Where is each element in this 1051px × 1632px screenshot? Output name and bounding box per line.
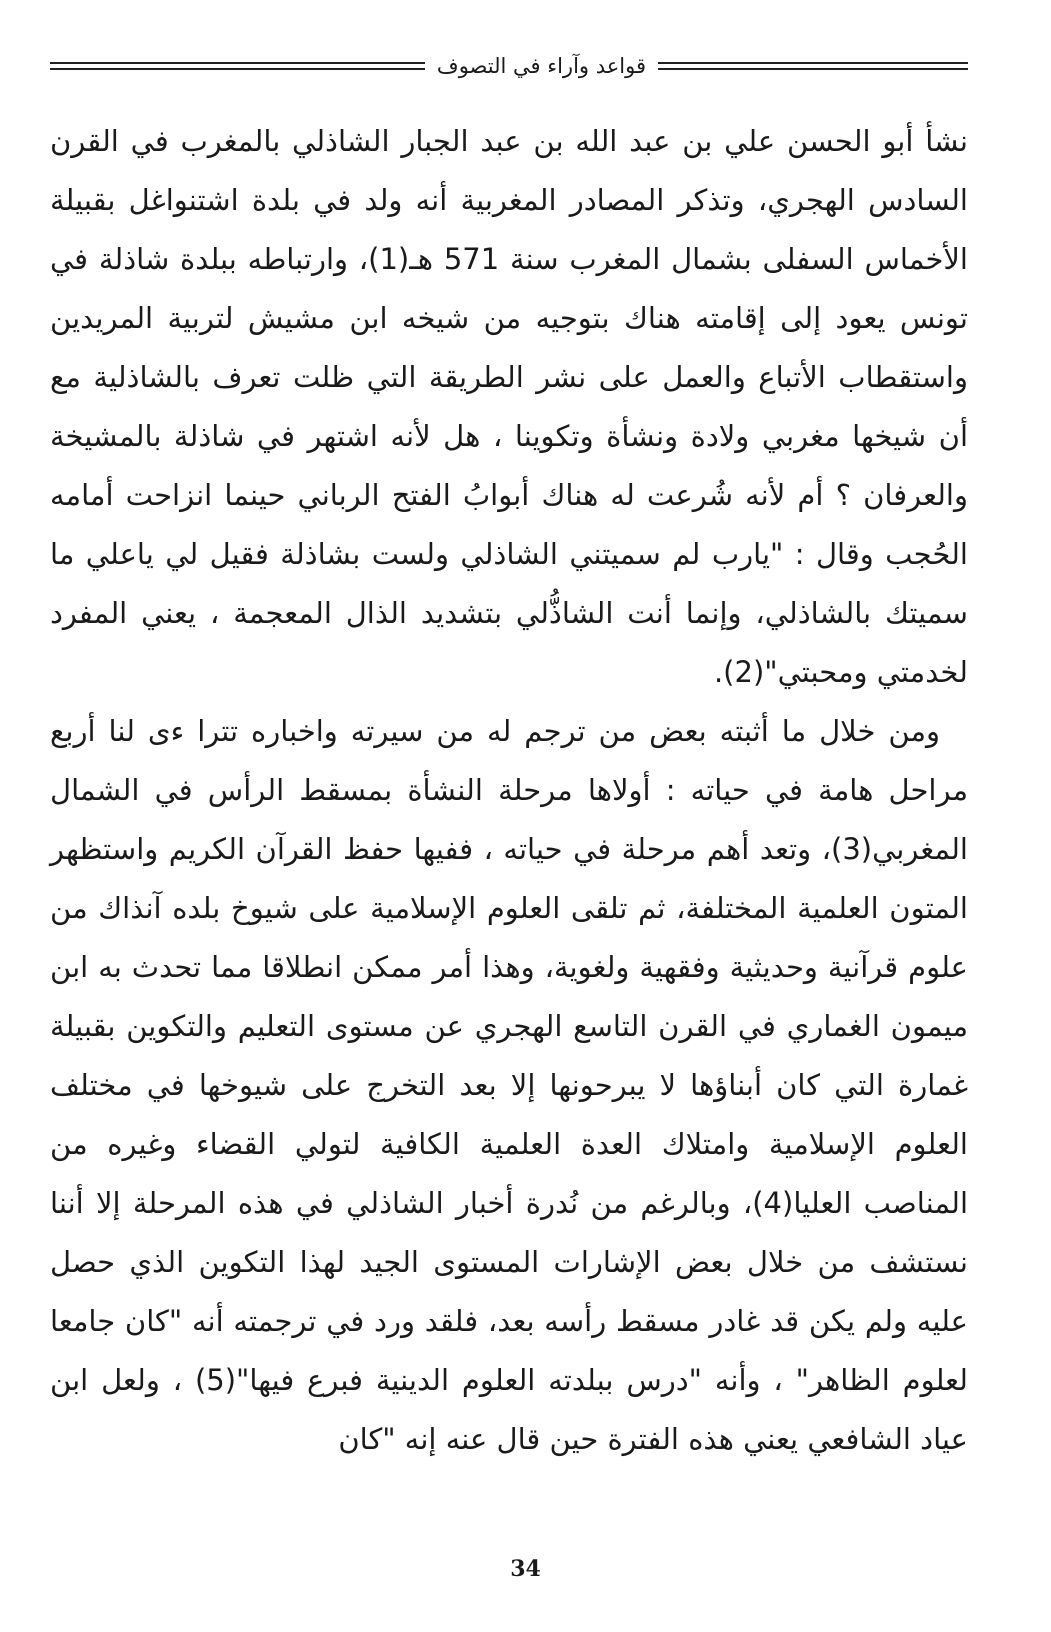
header-title: قواعد وآراء في التصوف: [436, 54, 646, 78]
page-number: 34: [510, 1556, 541, 1582]
paragraph-2: ومن خلال ما أثبته بعض من ترجم له من سيرته واخباره تترا ءى لنا أربع مراحل هامة في حياته : أولاها مرحلة النشأة بمسقط الرأس في الشمال المغربي(3)، وتعد أهم مرحلة في حياته ، ففيها حفظ القرآن الكريم واستظهر المتون العلمية المختلفة، ثم تلقى العلوم الإسلامية على شيوخ بلده آنذاك من علوم قرآنية وحديثية وفقهية ولغوية، وهذا أمر ممكن انطلاقا مما تحدث به ابن ميمون الغماري في القرن التاسع الهجري عن مستوى التعليم والتكوين بقبيلة غمارة التي كان أبناؤها لا يبرحونها إلا بعد التخرج على شيوخها في مختلف العلوم الإسلامية وامتلاك العدة العلمية الكافية لتولي القضاء وغيره من المناصب العليا(4)، وبالرغم من نُدرة أخبار الشاذلي في هذه المرحلة إلا أننا نستشف من خلال بعض الإشارات المستوى الجيد لهذا التكوين الذي حصل عليه ولم يكن قد غادر مسقط رأسه بعد، فلقد ورد في ترجمته أنه "كان جامعا لعلوم الظاهر" ، وأنه "درس ببلدته العلوم الدينية فبرع فيها"(5) ، ولعل ابن عياد الشافعي يعني هذه الفترة حين قال عنه إنه "كان: [50, 714, 968, 1456]
body-text: [50, 112, 968, 1469]
running-header: [50, 46, 968, 86]
paragraph-1: نشأ أبو الحسن علي بن عبد الله بن عبد الجبار الشاذلي بالمغرب في القرن السادس الهجري، وتذكر المصادر المغربية أنه ولد في بلدة اشتنواغل بقبيلة الأخماس السفلى بشمال المغرب سنة 571 هـ(1)، وارتباطه ببلدة شاذلة في تونس يعود إلى إقامته هناك بتوجيه من شيخه ابن مشيش لتربية المريدين واستقطاب الأتباع والعمل على نشر الطريقة التي ظلت تعرف بالشاذلية مع أن شيخها مغربي ولادة ونشأة وتكوينا ، هل لأنه اشتهر في شاذلة بالمشيخة والعرفان ؟ أم لأنه شُرعت له هناك أبوابُ الفتح الرباني حينما انزاحت أمامه الحُجب وقال : "يارب لم سميتني الشاذلي ولست بشاذلة فقيل لي ياعلي ما سميتك بالشاذلي، وإنما أنت الشاذُّلي بتشديد الذال المعجمة ، يعني المفرد لخدمتي ومحبتي"(2).: [50, 124, 968, 689]
header-rule-right: [658, 62, 968, 70]
header-rule-left: [50, 62, 425, 70]
